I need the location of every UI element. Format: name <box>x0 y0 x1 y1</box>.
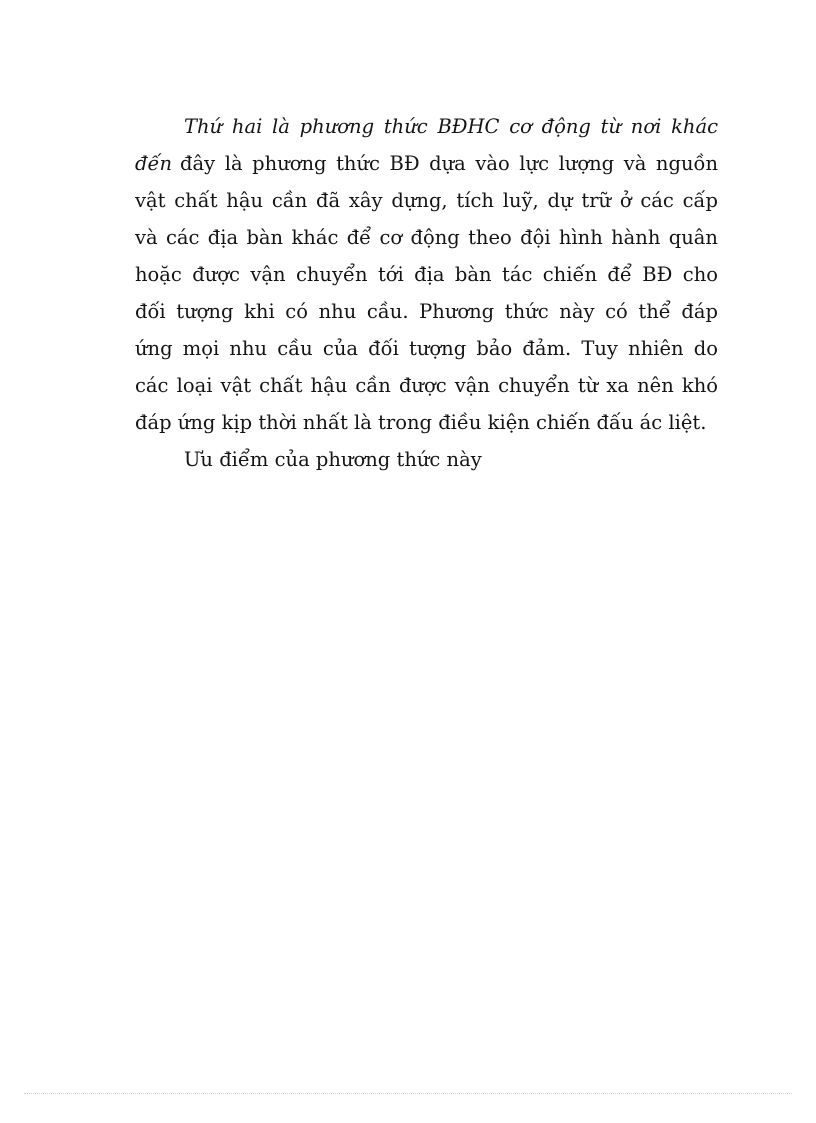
paragraph-1-line-4: và các địa bàn khác để cơ động theo đội hình hành quân <box>135 226 718 249</box>
italic-lead-word: đến <box>135 152 173 175</box>
page-bottom-divider <box>24 1093 792 1094</box>
paragraph-1-line-9: đáp ứng kịp thời nhất là trong điều kiện chiến đấu ác liệt. <box>135 411 707 434</box>
paragraph-2-line-1: Ưu điểm của phương thức này <box>184 448 482 471</box>
paragraph-1-line-1: Thứ hai là phương thức BĐHC cơ động từ nơi khác <box>184 115 718 138</box>
paragraph-1-line-8: các loại vật chất hậu cần được vận chuyển từ xa nên khó <box>135 374 718 397</box>
paragraph-1-line-3: vật chất hậu cần đã xây dựng, tích luỹ, dự trữ ở các cấp <box>135 189 718 212</box>
paragraph-1-line-2 <box>135 145 718 182</box>
line-2-rest: đây là phương thức BĐ dựa vào lực lượng và nguồn <box>180 152 718 175</box>
paragraph-1-line-7: ứng mọi nhu cầu của đối tượng bảo đảm. Tuy nhiên do <box>135 337 718 360</box>
paragraph-1-line-6: đối tượng khi có nhu cầu. Phương thức này có thể đáp <box>135 300 718 323</box>
body-text <box>135 108 718 478</box>
paragraph-1-line-5: hoặc được vận chuyển tới địa bàn tác chiến để BĐ cho <box>135 263 718 286</box>
